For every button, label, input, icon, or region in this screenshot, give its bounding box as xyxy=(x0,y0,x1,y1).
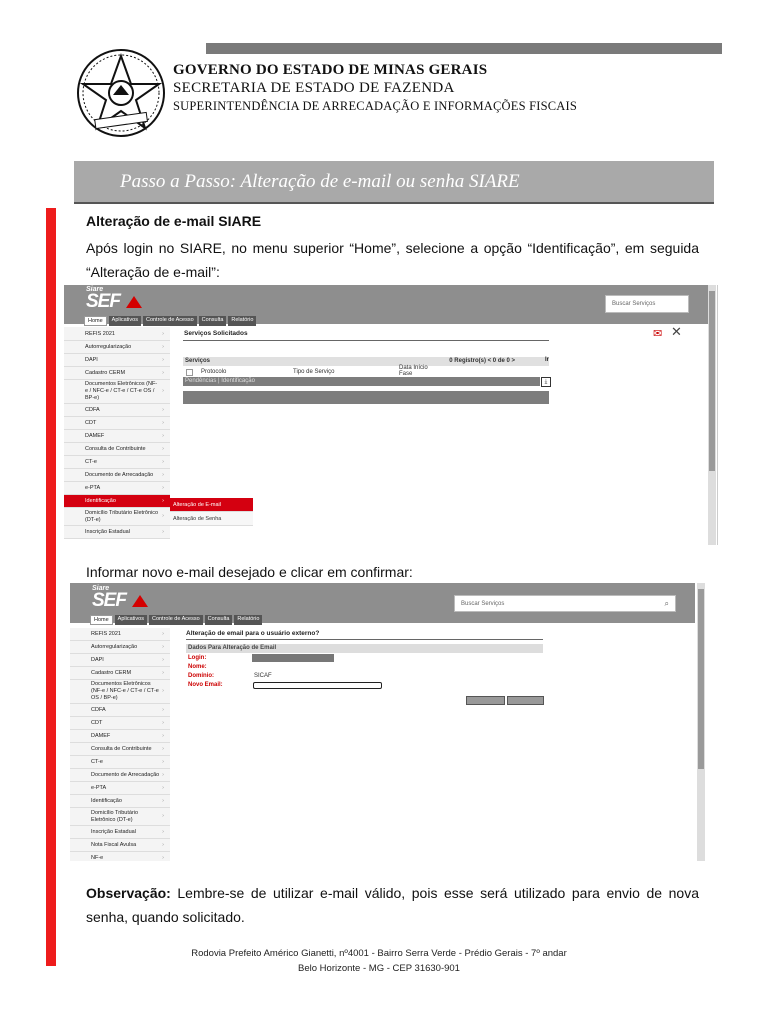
siare-side-menu xyxy=(70,628,170,861)
menu-item-identificacao-selected[interactable]: Identificação › xyxy=(64,495,170,508)
menu-item[interactable]: Domicílio Tributário Eletrônico (DT-e) › xyxy=(70,808,170,826)
table-footer-bar xyxy=(183,391,549,404)
menu-item[interactable]: CDT › xyxy=(70,717,170,730)
services-table-columns xyxy=(183,367,549,377)
confirmar-button[interactable] xyxy=(466,696,505,705)
siare-header: Siare SEF Buscar Serviços ⌕ xyxy=(70,583,695,623)
identificacao-submenu xyxy=(170,498,253,526)
menu-item[interactable]: Documento de Arrecadação › xyxy=(70,769,170,782)
section-heading: Alteração de e-mail SIARE xyxy=(86,213,262,229)
menu-item[interactable]: NF-e › xyxy=(70,852,170,861)
submenu-alteracao-email[interactable]: Alteração de E-mail xyxy=(170,498,253,512)
siare-logo-triangle xyxy=(132,595,148,607)
search-icon[interactable]: ⌕ xyxy=(664,599,669,608)
menu-item[interactable]: Documento de Arrecadação › xyxy=(64,469,170,482)
form-section-header: Dados Para Alteração de Email xyxy=(186,644,543,653)
header-line-secretariat: SECRETARIA DE ESTADO DE FAZENDA xyxy=(173,80,455,96)
menu-item[interactable]: Consulta de Contribuinte › xyxy=(70,743,170,756)
menu-item[interactable]: CDT › xyxy=(64,417,170,430)
search-services-input[interactable]: Buscar Serviços ⌕ xyxy=(454,595,676,612)
header-line-government: GOVERNO DO ESTADO DE MINAS GERAIS xyxy=(173,62,488,78)
menu-item[interactable]: CDFA › xyxy=(64,404,170,417)
menu-item[interactable]: Inscrição Estadual › xyxy=(64,526,170,539)
menu-item[interactable]: Cadastro CERM › xyxy=(70,667,170,680)
nav-consulta[interactable]: Consulta xyxy=(199,316,227,326)
observation-paragraph xyxy=(86,881,699,929)
menu-item[interactable]: DAMEF › xyxy=(70,730,170,743)
observation-label: Observação: xyxy=(86,885,171,901)
government-header xyxy=(173,62,577,114)
siare-header: Siare SEF Buscar Serviços xyxy=(64,285,709,324)
nav-controle-acesso[interactable]: Controle de Acesso xyxy=(143,316,197,326)
novo-email-input[interactable] xyxy=(253,682,382,689)
menu-item[interactable]: Nota Fiscal Avulsa › xyxy=(70,839,170,852)
menu-item[interactable]: DAPI › xyxy=(64,354,170,367)
nav-aplicativos[interactable]: Aplicativos xyxy=(109,316,141,326)
col-protocolo: Protocolo xyxy=(201,369,227,375)
cancelar-button[interactable] xyxy=(507,696,544,705)
menu-item[interactable]: DAMEF › xyxy=(64,430,170,443)
menu-item[interactable]: e-PTA › xyxy=(64,482,170,495)
instruction-paragraph-2: Informar novo e-mail desejado e clicar em confirmar: xyxy=(86,564,413,580)
footer-city: Belo Horizonte - MG - CEP 31630-901 xyxy=(298,963,460,974)
submenu-alteracao-senha[interactable]: Alteração de Senha xyxy=(170,512,253,526)
menu-item[interactable]: Inscrição Estadual › xyxy=(70,826,170,839)
footer-address: Rodovia Prefeito Américo Gianetti, nº4001 - Bairro Serra Verde - Prédio Gerais - 7º andar xyxy=(191,948,567,959)
menu-item[interactable]: Documentos Eletrônicos (NF-e / NFC-e / CT-e / CT-e OS / BP-e) › xyxy=(64,380,170,404)
state-seal-emblem xyxy=(73,48,169,138)
menu-item[interactable]: REFIS 2021 › xyxy=(64,327,170,341)
pager-next-icon[interactable]: Ir xyxy=(544,357,549,363)
label-login: Login: xyxy=(188,655,207,661)
label-nome: Nome: xyxy=(188,664,207,670)
select-all-checkbox[interactable] xyxy=(186,369,193,376)
header-top-bar xyxy=(206,43,722,54)
scrollbar[interactable] xyxy=(697,583,705,861)
screenshot-siare-alteracao-email xyxy=(70,583,705,861)
siare-side-menu xyxy=(64,327,170,539)
screenshot-siare-home-menu xyxy=(64,285,718,545)
search-services-input[interactable]: Buscar Serviços xyxy=(605,295,689,313)
menu-item[interactable]: DAPI › xyxy=(70,654,170,667)
tools-icon[interactable]: ✕ xyxy=(671,324,682,339)
title-banner xyxy=(74,161,714,204)
form-title: Alteração de email para o usuário externo? xyxy=(186,630,320,637)
menu-item[interactable]: CT-e › xyxy=(64,456,170,469)
instruction-paragraph-1: Após login no SIARE, no menu superior “Home”, selecione a opção “Identificação”, em seguida “Alteração de e-mail”: xyxy=(86,240,699,280)
menu-item[interactable]: Documentos Eletrônicos (NF-e / NFC-e / CT-e / CT-e OS / BP-e) › xyxy=(70,680,170,704)
servicos-solicitados-title: Serviços Solicitados xyxy=(184,330,248,337)
email-change-form xyxy=(188,655,488,705)
banner-title: Passo a Passo: Alteração de e-mail ou senha SIARE xyxy=(120,171,520,192)
siare-top-nav xyxy=(84,316,256,326)
login-value-redacted xyxy=(252,654,334,662)
nav-relatorio[interactable]: Relatório xyxy=(228,316,256,326)
services-row: Pendências | Identificação xyxy=(183,377,540,386)
siare-top-nav xyxy=(90,615,262,625)
col-data-inicio: Data Início xyxy=(399,365,428,371)
menu-item[interactable]: Domicílio Tributário Eletrônico (DT-e) › xyxy=(64,508,170,526)
nav-home[interactable]: Home xyxy=(90,615,113,625)
title-divider xyxy=(183,340,549,341)
menu-item[interactable]: CT-e › xyxy=(70,756,170,769)
nav-aplicativos[interactable]: Aplicativos xyxy=(115,615,147,625)
registros-pager[interactable]: 0 Registro(s) < 0 de 0 > xyxy=(449,358,515,364)
pdf-export-icon[interactable]: ⤓ xyxy=(541,377,551,387)
scrollbar[interactable] xyxy=(708,285,716,545)
nav-consulta[interactable]: Consulta xyxy=(205,615,233,625)
menu-item[interactable]: Consulta de Contribuinte › xyxy=(64,443,170,456)
observation-text: Lembre-se de utilizar e-mail válido, pois esse será utilizado para envio de nova senha, quando solicitado. xyxy=(86,885,699,925)
left-red-accent-bar xyxy=(46,208,56,966)
menu-item[interactable]: Autorregularização › xyxy=(64,341,170,354)
mail-notification-icon[interactable]: ✉ xyxy=(653,328,663,340)
siare-logo-triangle xyxy=(126,296,142,308)
nav-home[interactable]: Home xyxy=(84,316,107,326)
col-tipo-servico: Tipo de Serviço xyxy=(293,369,335,375)
menu-item[interactable]: Cadastro CERM › xyxy=(64,367,170,380)
menu-item[interactable]: e-PTA › xyxy=(70,782,170,795)
label-novo-email: Novo Email: xyxy=(188,682,223,688)
dominio-value: SICAF xyxy=(254,673,272,679)
nav-relatorio[interactable]: Relatório xyxy=(234,615,262,625)
header-line-superintendence: SUPERINTENDÊNCIA DE ARRECADAÇÃO E INFORMAÇÕES FISCAIS xyxy=(173,99,578,113)
form-title-divider xyxy=(186,639,543,640)
menu-item[interactable]: Identificação › xyxy=(70,795,170,808)
menu-item[interactable]: CDFA › xyxy=(70,704,170,717)
nav-controle-acesso[interactable]: Controle de Acesso xyxy=(149,615,203,625)
label-dominio: Domínio: xyxy=(188,673,214,679)
services-table-header: Serviços 0 Registro(s) < 0 de 0 > Ir xyxy=(185,357,549,364)
menu-item[interactable]: Autorregularização › xyxy=(70,641,170,654)
menu-item[interactable]: REFIS 2021 › xyxy=(70,628,170,641)
col-fase: Fase xyxy=(399,371,413,377)
